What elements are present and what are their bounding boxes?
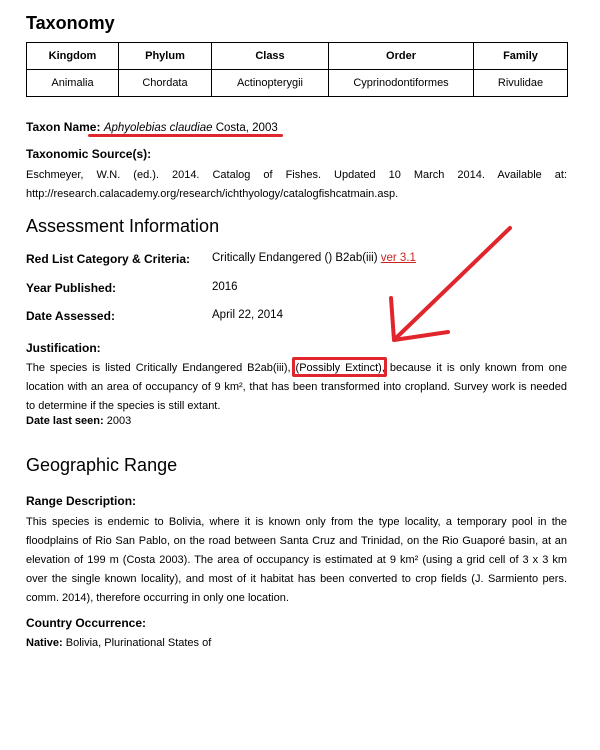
arrow-head-left xyxy=(391,298,394,340)
native-line xyxy=(26,637,211,649)
justification-label: Justification: xyxy=(26,341,101,355)
date-assessed-value: April 22, 2014 xyxy=(212,309,283,321)
taxon-authority: Costa, 2003 xyxy=(215,122,278,134)
assessment-heading: Assessment Information xyxy=(26,216,220,236)
header-order: Order xyxy=(329,43,474,70)
year-value: 2016 xyxy=(212,281,238,293)
range-description-label: Range Description: xyxy=(26,494,137,508)
header-family: Family xyxy=(474,43,568,70)
version-link[interactable]: ver 3.1 xyxy=(380,252,416,264)
taxonomy-table xyxy=(26,42,568,97)
header-phylum: Phylum xyxy=(119,43,212,70)
taxon-name-line xyxy=(26,120,278,134)
category-value: Critically Endangered () B2ab(iii) xyxy=(212,252,378,264)
taxon-name-label: Taxon Name: xyxy=(26,120,101,134)
date-last-seen-line xyxy=(26,415,131,427)
range-description-text: This species is endemic to Bolivia, where it is known only from the type locality, a temporary pool in the floodplains of Rio San Pablo, on the road between Santa Cruz and Trinidad, on the Rio Guaporé basin, at an elevation of 199 m (Costa 2003). The area of occupancy is estimated at 9 km² (using a grid cell of 3 x 3 km over the single known locality), and most of it habitat has been converted to crop fields (J. Sarmiento pers. comm. 2014), therefore occurring in only one location. xyxy=(26,516,567,604)
year-label: Year Published: xyxy=(26,281,117,295)
value-family: Rivulidae xyxy=(474,70,568,97)
value-kingdom: Animalia xyxy=(27,70,119,97)
value-order: Cyprinodontiformes xyxy=(329,70,474,97)
taxonomy-heading: Taxonomy xyxy=(26,13,115,33)
possibly-extinct-text: (Possibly Extinct) xyxy=(295,362,382,374)
header-kingdom: Kingdom xyxy=(27,43,119,70)
taxonomic-source-text: Eschmeyer, W.N. (ed.). 2014. Catalog of Fishes. Updated 10 March 2014. Available at: http://research.calacademy.org/research/ichthyology/catalogfishcatmain.asp. xyxy=(26,169,567,200)
date-last-seen-label: Date last seen: xyxy=(26,415,104,427)
justification-after: , because it is only known from one location with an area of occupancy of 9 km², that has been transformed into cropland. Survey work is needed to determine if the species is still extant. xyxy=(26,362,567,412)
date-last-seen-value: 2003 xyxy=(106,415,132,427)
value-class: Actinopterygii xyxy=(212,70,329,97)
country-occurrence-label: Country Occurrence: xyxy=(26,616,147,630)
possibly-extinct-box-annotation xyxy=(292,357,387,377)
taxonomy-value-row xyxy=(27,70,568,97)
native-label: Native: xyxy=(26,637,63,649)
taxonomic-source-label: Taxonomic Source(s): xyxy=(26,147,152,161)
taxonomy-header-row xyxy=(27,43,568,70)
value-phylum: Chordata xyxy=(119,70,212,97)
taxon-species: Aphyolebias claudiae xyxy=(103,122,213,134)
category-label: Red List Category & Criteria: xyxy=(26,252,191,266)
arrow-shaft xyxy=(396,228,510,338)
taxon-name-underline-annotation xyxy=(88,134,283,137)
red-arrow-annotation xyxy=(380,220,520,355)
justification-before: The species is listed Critically Endangered B2ab(iii), xyxy=(26,362,291,374)
geographic-heading: Geographic Range xyxy=(26,455,178,475)
header-class: Class xyxy=(212,43,329,70)
native-value: Bolivia, Plurinational States of xyxy=(65,637,212,649)
date-assessed-label: Date Assessed: xyxy=(26,309,115,323)
